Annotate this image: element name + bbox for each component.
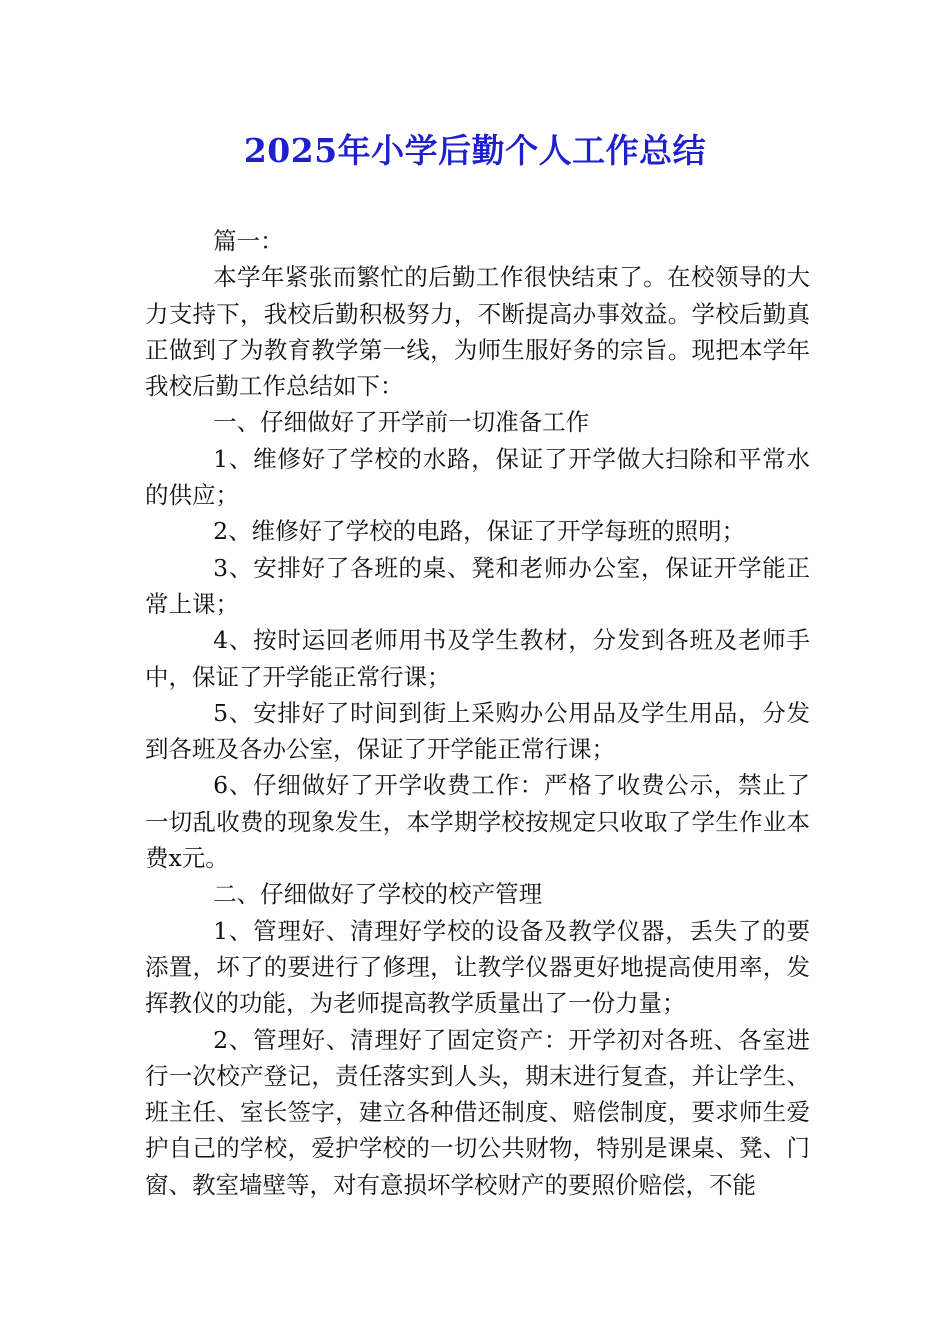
section-heading: 一、仔细做好了开学前一切准备工作 xyxy=(213,408,590,437)
list-item: 2、管理好、清理好了固定资产：开学初对各班、各室进行一次校产登记，责任落实到人头，期末进行复查，并让学生、班主任、室长签字，建立各种借还制度、赔偿制度，要求师生爱护自己的学校，爱护学校的一切公共财物，特别是课桌、凳、门窗、教室墙壁等，对有意损坏学校财产的要照价赔偿，不能 xyxy=(145,1025,810,1199)
list-item: 1、管理好、清理好学校的设备及教学仪器，丢失了的要添置，坏了的要进行了修理，让教学仪器更好地提高使用率，发挥教仪的功能，为老师提高教学质量出了一份力量； xyxy=(145,916,810,1018)
list-item: 3、安排好了各班的桌、凳和老师办公室，保证开学能正常上课； xyxy=(145,553,810,618)
list-item: 2、维修好了学校的电路，保证了开学每班的照明； xyxy=(213,517,746,546)
list-item: 1、维修好了学校的水路，保证了开学做大扫除和平常水的供应； xyxy=(145,444,810,510)
list-item: 5、安排好了时间到街上采购办公用品及学生用品，分发到各班及各办公室，保证了开学能正常行课； xyxy=(145,698,810,764)
paragraph: 本学年紧张而繁忙的后勤工作很快结束了。在校领导的大力支持下，我校后勤积极努力，不断提高办事效益。学校后勤真正做到了为教育教学第一线，为师生服好务的宗旨。现把本学年我校后勤工作总结如下： xyxy=(145,263,810,401)
list-item: 4、按时运回老师用书及学生教材，分发到各班及老师手中，保证了开学能正常行课； xyxy=(145,626,810,691)
section-heading: 二、仔细做好了学校的校产管理 xyxy=(213,880,543,909)
list-item: 6、仔细做好了开学收费工作：严格了收费公示，禁止了一切乱收费的现象发生，本学期学校按规定只收取了学生作业本费x元。 xyxy=(145,771,810,873)
document-body xyxy=(145,223,810,1203)
paragraph: 篇一： xyxy=(213,227,284,255)
document-title: 2025年小学后勤个人工作总结 xyxy=(243,131,707,170)
